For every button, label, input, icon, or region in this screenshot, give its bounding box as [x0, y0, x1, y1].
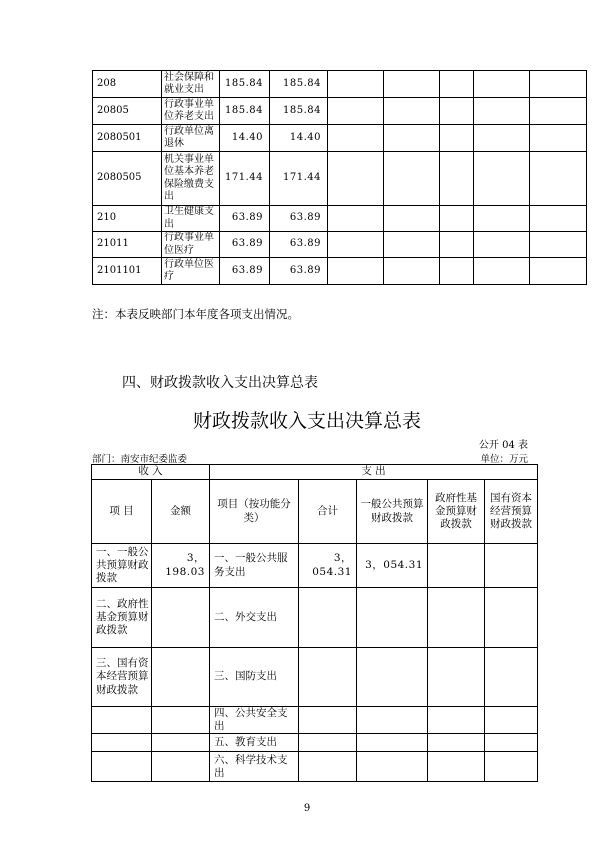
total-cell	[299, 648, 357, 707]
table-title: 财政拨款收入支出决算总表	[192, 410, 421, 432]
expense-item-cell: 五、教育支出	[210, 734, 299, 752]
empty-cell	[530, 98, 587, 125]
expense-item-cell: 二、外交支出	[210, 588, 299, 648]
income-item-cell	[92, 734, 152, 752]
basic-expense-cell: 185.84	[270, 98, 328, 125]
table-row	[92, 752, 538, 782]
basic-expense-cell: 63.89	[270, 258, 328, 285]
basic-expense-cell: 14.40	[270, 125, 328, 152]
expense-item-cell: 三、国防支出	[210, 648, 299, 707]
gov-fund-cell	[428, 707, 485, 734]
col-gov-fund: 政府性基金预算财政拨款	[428, 480, 485, 544]
empty-cell	[530, 258, 587, 285]
section-heading: 四、财政拨款收入支出决算总表	[122, 375, 318, 391]
header-row	[92, 465, 538, 480]
empty-cell	[440, 125, 474, 152]
general-budget-cell	[357, 707, 428, 734]
income-amount-cell	[152, 588, 210, 648]
income-amount-cell	[152, 707, 210, 734]
project-expense-cell	[328, 71, 384, 98]
empty-cell	[474, 152, 530, 206]
empty-cell	[384, 71, 440, 98]
table-row	[93, 232, 587, 258]
table-row	[92, 707, 538, 734]
total-cell: 63.89	[220, 232, 270, 258]
total-cell: 63.89	[220, 258, 270, 285]
state-capital-cell	[485, 544, 538, 588]
finance-summary-table	[91, 464, 538, 782]
project-expense-cell	[328, 258, 384, 285]
gov-fund-cell	[428, 588, 485, 648]
gov-fund-cell	[428, 734, 485, 752]
empty-cell	[384, 152, 440, 206]
department-label: 部门：南安市纪委监委	[92, 454, 188, 465]
empty-cell	[440, 232, 474, 258]
empty-cell	[440, 152, 474, 206]
income-amount-cell	[152, 734, 210, 752]
basic-expense-cell: 63.89	[270, 232, 328, 258]
empty-cell	[384, 232, 440, 258]
empty-cell	[384, 258, 440, 285]
empty-cell	[440, 71, 474, 98]
project-expense-cell	[328, 98, 384, 125]
state-capital-cell	[485, 752, 538, 782]
total-cell	[299, 588, 357, 648]
income-amount-cell	[152, 648, 210, 707]
col-income-item: 项 目	[92, 480, 152, 544]
basic-expense-cell: 171.44	[270, 152, 328, 206]
general-budget-cell	[357, 588, 428, 648]
project-expense-cell	[328, 206, 384, 232]
function-code-cell: 208	[93, 71, 162, 98]
page-number: 9	[303, 803, 311, 814]
function-name-cell: 社会保障和就业支出	[162, 71, 220, 98]
income-amount-cell: 3，198.03	[152, 544, 210, 588]
function-code-cell: 21011	[93, 232, 162, 258]
total-cell: 185.84	[220, 98, 270, 125]
total-cell: 14.40	[220, 125, 270, 152]
project-expense-cell	[328, 125, 384, 152]
total-cell	[299, 734, 357, 752]
project-expense-cell	[328, 152, 384, 206]
table-row	[92, 648, 538, 707]
unit-label: 单位：万元	[480, 454, 528, 465]
expense-item-cell: 六、科学技术支出	[210, 752, 299, 782]
col-general-budget: 一般公共预算财政拨款	[357, 480, 428, 544]
empty-cell	[384, 98, 440, 125]
state-capital-cell	[485, 734, 538, 752]
empty-cell	[384, 206, 440, 232]
income-item-cell: 二、政府性基金预算财政拨款	[92, 588, 152, 648]
total-cell: 171.44	[220, 152, 270, 206]
doc-number: 公开 04 表	[478, 440, 528, 451]
state-capital-cell	[485, 648, 538, 707]
function-code-cell: 2080505	[93, 152, 162, 206]
gov-fund-cell	[428, 544, 485, 588]
income-item-cell	[92, 752, 152, 782]
table-row	[93, 125, 587, 152]
empty-cell	[384, 125, 440, 152]
project-expense-cell	[328, 232, 384, 258]
empty-cell	[474, 232, 530, 258]
table-row	[93, 152, 587, 206]
col-state-capital: 国有资本经营预算财政拨款	[485, 480, 538, 544]
empty-cell	[474, 206, 530, 232]
table-row	[93, 98, 587, 125]
function-code-cell: 2080501	[93, 125, 162, 152]
function-code-cell: 2101101	[93, 258, 162, 285]
empty-cell	[440, 206, 474, 232]
general-budget-cell	[357, 752, 428, 782]
expense-detail-table	[92, 70, 587, 285]
col-total: 合计	[299, 480, 357, 544]
income-header: 收 入	[92, 465, 210, 480]
gov-fund-cell	[428, 648, 485, 707]
table-row	[93, 206, 587, 232]
empty-cell	[530, 71, 587, 98]
table-row	[92, 734, 538, 752]
table-note: 注：本表反映部门本年度各项支出情况。	[92, 307, 299, 321]
empty-cell	[530, 125, 587, 152]
empty-cell	[530, 206, 587, 232]
income-item-cell: 三、国有资本经营预算财政拨款	[92, 648, 152, 707]
table-row	[92, 544, 538, 588]
empty-cell	[474, 98, 530, 125]
total-cell: 185.84	[220, 71, 270, 98]
function-name-cell: 行政单位医疗	[162, 258, 220, 285]
function-name-cell: 行政事业单位医疗	[162, 232, 220, 258]
table-row	[93, 71, 587, 98]
empty-cell	[474, 71, 530, 98]
function-code-cell: 210	[93, 206, 162, 232]
empty-cell	[474, 258, 530, 285]
basic-expense-cell: 63.89	[270, 206, 328, 232]
expense-item-cell: 一、一般公共服务支出	[210, 544, 299, 588]
empty-cell	[440, 258, 474, 285]
expense-item-cell: 四、公共安全支出	[210, 707, 299, 734]
expense-header: 支 出	[210, 465, 538, 480]
income-item-cell: 一、一般公共预算财政拨款	[92, 544, 152, 588]
empty-cell	[530, 152, 587, 206]
basic-expense-cell: 185.84	[270, 71, 328, 98]
state-capital-cell	[485, 707, 538, 734]
total-cell: 63.89	[220, 206, 270, 232]
function-name-cell: 卫生健康支出	[162, 206, 220, 232]
col-income-amount: 金额	[152, 480, 210, 544]
table-row	[93, 258, 587, 285]
gov-fund-cell	[428, 752, 485, 782]
total-cell	[299, 707, 357, 734]
total-cell	[299, 752, 357, 782]
income-item-cell	[92, 707, 152, 734]
table-row	[92, 588, 538, 648]
function-name-cell: 机关事业单位基本养老保险缴费支出	[162, 152, 220, 206]
empty-cell	[474, 125, 530, 152]
general-budget-cell	[357, 648, 428, 707]
general-budget-cell	[357, 734, 428, 752]
general-budget-cell: 3，054.31	[357, 544, 428, 588]
state-capital-cell	[485, 588, 538, 648]
empty-cell	[530, 232, 587, 258]
col-expense-item: 项目（按功能分类）	[210, 480, 299, 544]
function-name-cell: 行政事业单位养老支出	[162, 98, 220, 125]
income-amount-cell	[152, 752, 210, 782]
empty-cell	[440, 98, 474, 125]
function-name-cell: 行政单位离退休	[162, 125, 220, 152]
total-cell: 3，054.31	[299, 544, 357, 588]
function-code-cell: 20805	[93, 98, 162, 125]
column-header-row	[92, 480, 538, 544]
